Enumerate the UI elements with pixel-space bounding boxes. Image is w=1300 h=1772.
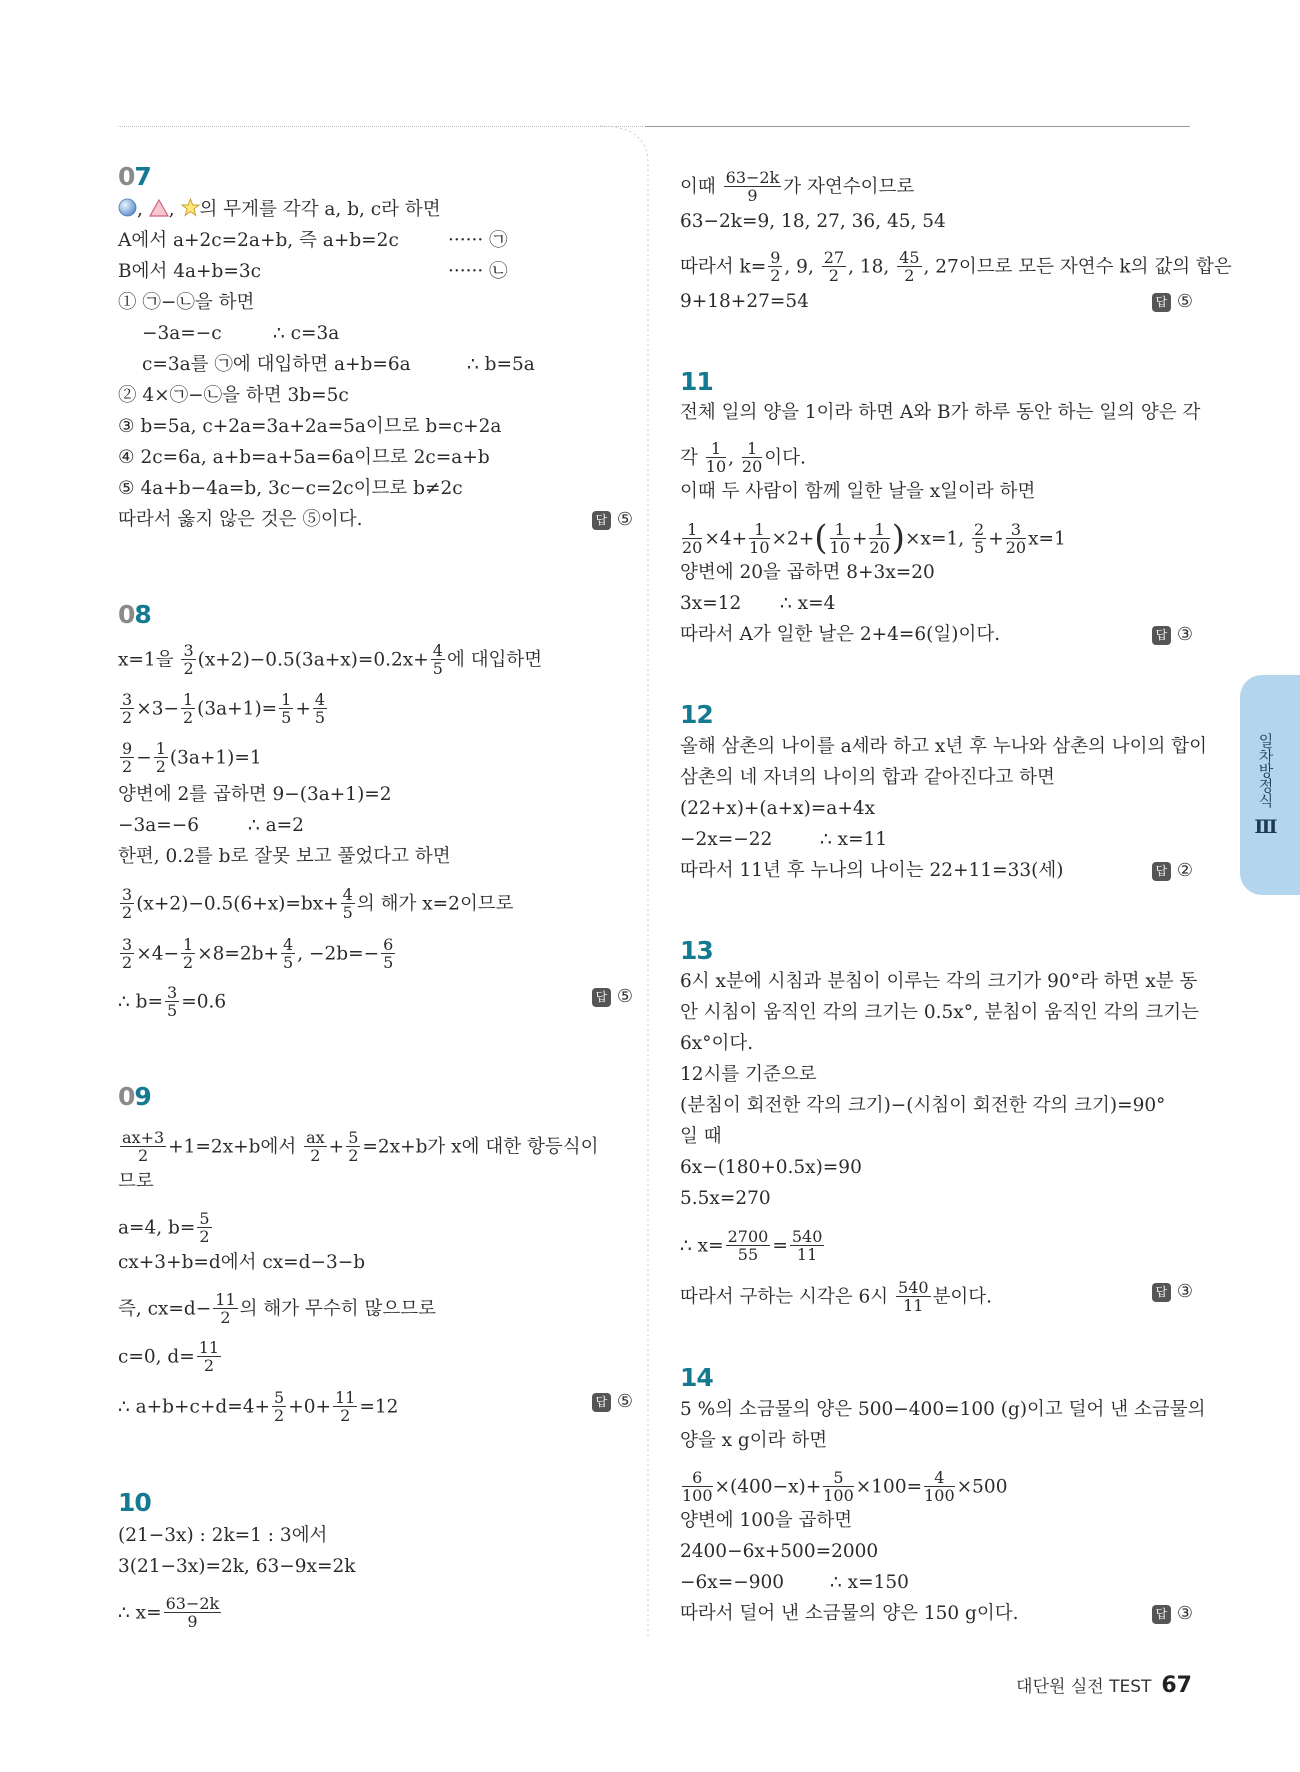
p08-text-8c: , −2b=− <box>297 943 380 965</box>
chapter-numeral: Ⅲ <box>1255 815 1277 838</box>
p13-line-10 <box>680 1278 993 1315</box>
fraction-num: 1 <box>682 521 702 539</box>
fraction <box>742 440 762 475</box>
fraction-num: 2 <box>974 520 985 539</box>
fraction <box>279 691 293 726</box>
p14-answer <box>1152 1602 1193 1626</box>
answer-tag: 답 <box>1152 1605 1171 1624</box>
p10b-text-3c: , 18, <box>848 256 890 278</box>
p10b-text-3a: 따라서 k= <box>680 256 767 278</box>
p08-text-1c: 에 대입하면 <box>446 649 543 671</box>
fraction <box>869 521 889 556</box>
fraction <box>120 691 134 726</box>
p13-text-10a: 따라서 구하는 시각은 6시 <box>680 1286 889 1308</box>
p07-line-9: ④ 2c=6a, a+b=a+5a=6a이므로 2c=a+b <box>118 447 490 468</box>
p08-line-3 <box>118 739 262 776</box>
p08-line-4: 양변에 2를 곱하면 9−(3a+1)=2 <box>118 784 392 805</box>
fraction-den: 2 <box>122 757 133 776</box>
p08-text-3b: (3a+1)=1 <box>169 747 262 769</box>
fraction-num: 1 <box>742 440 762 458</box>
footer-title: 대단원 실전 TEST <box>1016 1677 1152 1697</box>
p10-answer-value: ⑤ <box>1176 291 1193 312</box>
p14-line-5: 2400−6x+500=2000 <box>680 1541 879 1562</box>
p13-line-2: 안 시침이 움직인 각의 크기는 0.5x°, 분침이 움직인 각의 크기는 <box>680 1002 1199 1023</box>
p10-line-2: 3(21−3x)=2k, 63−9x=2k <box>118 1556 356 1577</box>
p10b-text-3d: , 27이므로 모든 자연수 k의 값의 합은 <box>923 256 1232 278</box>
fraction <box>897 249 921 284</box>
fraction-num: 1 <box>869 521 889 539</box>
right-top-rule <box>645 126 1190 127</box>
p10-line-1: (21−3x) : 2k=1 : 3에서 <box>118 1525 328 1546</box>
fraction-num: 6 <box>383 935 394 954</box>
p13-line-1: 6시 x분에 시침과 분침이 이루는 각의 크기가 90°라 하면 x분 동 <box>680 971 1198 992</box>
p08-answer-value: ⑤ <box>616 986 633 1007</box>
fraction-num: 4 <box>924 1469 955 1487</box>
problem-number-11: 11 <box>680 367 713 396</box>
fraction <box>197 1339 221 1374</box>
fraction-num: 11 <box>215 1290 236 1309</box>
p09-answer <box>592 1390 633 1414</box>
p11-line-5: 양변에 20을 곱하면 8+3x=20 <box>680 562 935 583</box>
fraction <box>181 691 195 726</box>
p14-text-6a: −6x=−900 <box>680 1572 785 1593</box>
fraction-den: 2 <box>348 1146 359 1165</box>
fraction-num: 3 <box>183 641 194 660</box>
fraction-num: 3 <box>122 690 133 709</box>
p14-text-3c: ×500 <box>956 1476 1008 1498</box>
fraction <box>333 1389 357 1424</box>
p07-line-7: ② 4×㉠−㉡을 하면 3b=5c <box>118 385 349 406</box>
p13-line-7: 6x−(180+0.5x)=90 <box>680 1157 862 1178</box>
fraction-num: 9 <box>122 739 133 758</box>
fraction <box>822 249 846 284</box>
fraction-num: 3 <box>122 935 133 954</box>
p08-text-9b: =0.6 <box>181 991 227 1013</box>
fraction <box>790 1228 825 1263</box>
fraction <box>823 1469 854 1504</box>
p11-text-2c: 이다. <box>764 447 806 469</box>
p11-answer-value: ③ <box>1176 624 1193 645</box>
p08-line-5 <box>118 814 304 840</box>
fraction-num: 1 <box>281 690 292 709</box>
fraction-den: 2 <box>122 903 133 922</box>
p08-text-7b: 의 해가 x=2이므로 <box>356 893 514 915</box>
fraction-den: 9 <box>747 186 758 205</box>
fraction-den: 55 <box>737 1245 759 1264</box>
fraction-den: 5 <box>283 953 294 972</box>
p10b-line-1 <box>680 168 915 205</box>
problem-number-12: 12 <box>680 700 713 729</box>
fraction-den: 2 <box>137 1146 149 1165</box>
p07-line-2 <box>118 229 508 255</box>
p07-line-10: ⑤ 4a+b−4a=b, 3c−c=2c이므로 b≠2c <box>118 478 463 499</box>
fraction <box>724 169 782 204</box>
fraction <box>972 521 986 556</box>
p09-answer-value: ⑤ <box>616 1391 633 1412</box>
p09-line-5 <box>118 1290 436 1327</box>
p10b-text-1b: 가 자연수이므로 <box>783 176 915 198</box>
p10-text-3a: ∴ x= <box>118 1602 162 1624</box>
p07-mark-1: ······ ㉠ <box>448 230 508 251</box>
fraction <box>726 1228 771 1263</box>
fraction-num: 5 <box>274 1388 285 1407</box>
fraction-num: 5 <box>199 1209 210 1228</box>
answer-tag: 답 <box>1152 1283 1171 1302</box>
p13-line-8: 5.5x=270 <box>680 1188 771 1209</box>
p13-line-9 <box>680 1227 826 1264</box>
fraction <box>706 440 726 475</box>
p09-line-3 <box>118 1209 214 1246</box>
p12-text-4a: −2x=−22 <box>680 829 773 850</box>
fraction-den: 5 <box>342 903 353 922</box>
answer-tag: 답 <box>1152 626 1171 645</box>
p08-text-2c: + <box>295 698 311 720</box>
fraction <box>120 886 134 921</box>
p08-line-7 <box>118 885 514 922</box>
fraction-den: 20 <box>741 457 763 476</box>
fraction-den: 2 <box>904 266 915 285</box>
fraction-num: 540 <box>791 1227 823 1246</box>
p11-text-4b: ×2+ <box>771 528 815 550</box>
p07-text-1: 의 무게를 각각 a, b, c라 하면 <box>199 199 441 220</box>
p11-text-2a: 각 <box>680 447 698 469</box>
column-divider <box>600 124 660 1644</box>
fraction <box>272 1389 286 1424</box>
fraction-num: 4 <box>314 690 326 709</box>
p07-answer-value: ⑤ <box>616 509 633 530</box>
p11-line-6 <box>680 592 836 618</box>
p09-text-3a: a=4, b= <box>118 1217 196 1239</box>
p13-line-3: 6x°이다. <box>680 1033 754 1054</box>
fraction <box>197 1210 211 1245</box>
fraction <box>1006 521 1026 556</box>
fraction <box>304 1129 327 1164</box>
fraction-num: 3 <box>167 983 178 1002</box>
pink-triangle-icon <box>149 199 169 224</box>
answer-tag: 답 <box>1152 862 1171 881</box>
yellow-star-icon <box>181 198 200 224</box>
p08-text-5b: ∴ a=2 <box>248 815 304 836</box>
fraction <box>181 936 195 971</box>
fraction-den: 20 <box>682 538 703 557</box>
p07-line-6 <box>142 353 535 379</box>
fraction <box>768 249 782 284</box>
p09-text-7b: +0+ <box>288 1396 331 1418</box>
p09-line-2: 므로 <box>118 1171 154 1192</box>
fraction-num: 540 <box>898 1278 929 1297</box>
fraction <box>924 1469 955 1504</box>
page-footer <box>1016 1672 1192 1698</box>
p12-answer-value: ② <box>1176 860 1193 881</box>
p13-answer-value: ③ <box>1176 1281 1193 1302</box>
p08-text-2b: (3a+1)= <box>197 698 278 720</box>
p11-text-4a: ×4+ <box>704 528 748 550</box>
chapter-label: 일차방정식 <box>1256 732 1275 808</box>
p08-text-9a: ∴ b= <box>118 991 163 1013</box>
page-number: 67 <box>1161 1673 1192 1698</box>
fraction-num: 4 <box>432 641 443 660</box>
p14-line-2: 양을 x g이라 하면 <box>680 1430 828 1451</box>
fraction-den: 10 <box>705 457 727 476</box>
p07-text-3: B에서 4a+b=3c <box>118 261 261 282</box>
fraction-num: 1 <box>182 690 194 709</box>
p10b-text-1a: 이때 <box>680 176 716 198</box>
p08-line-2 <box>118 690 329 727</box>
fraction-den: 5 <box>432 659 443 678</box>
fraction <box>213 1291 237 1326</box>
p09-text-5a: 즉, cx=d− <box>118 1298 212 1320</box>
fraction-num: 63−2k <box>725 168 780 187</box>
p11-line-3: 이때 두 사람이 함께 일한 날을 x일이라 하면 <box>680 481 1036 502</box>
p12-line-4 <box>680 828 888 854</box>
p14-line-4: 양변에 100을 곱하면 <box>680 1510 853 1531</box>
fraction-den: 20 <box>1005 538 1027 557</box>
fraction-num: 45 <box>899 248 920 267</box>
p09-text-1b: + <box>328 1136 345 1158</box>
p10b-line-3 <box>680 248 1232 285</box>
p10b-line-4: 9+18+27=54 <box>680 291 809 312</box>
p07-answer <box>592 508 633 532</box>
p08-line-9 <box>118 983 227 1020</box>
fraction-den: 5 <box>383 953 394 972</box>
p07-line-3 <box>118 260 508 286</box>
fraction <box>896 1279 931 1314</box>
p07-text-6b: ∴ b=5a <box>467 354 535 375</box>
answer-tag: 답 <box>592 988 611 1007</box>
fraction-num: 1 <box>749 521 769 539</box>
fraction <box>431 642 445 677</box>
fraction-den: 5 <box>314 708 326 727</box>
fraction-num: ax+3 <box>122 1128 165 1147</box>
blue-sphere-icon <box>118 198 137 224</box>
p12-text-4b: ∴ x=11 <box>820 829 888 850</box>
fraction-den: 100 <box>682 1486 713 1505</box>
p08-text-8b: ×8=2b+ <box>197 943 280 965</box>
fraction-den: 2 <box>182 708 194 727</box>
fraction-num: 5 <box>348 1128 359 1147</box>
fraction-den: 2 <box>155 757 166 776</box>
fraction-den: 2 <box>122 953 133 972</box>
p11-line-7: 따라서 A가 일한 날은 2+4=6(일)이다. <box>680 624 1001 645</box>
answer-tag: 답 <box>592 1393 611 1412</box>
fraction-den: 5 <box>974 538 985 557</box>
p12-line-5: 따라서 11년 후 누나의 나이는 22+11=33(세) <box>680 860 1064 881</box>
p14-answer-value: ③ <box>1176 1603 1193 1624</box>
p11-text-4f: x=1 <box>1028 528 1066 550</box>
p07-text-6a: c=3a를 ㉠에 대입하면 a+b=6a <box>142 354 411 375</box>
p07-line-11: 따라서 옳지 않은 것은 ⑤이다. <box>118 509 363 530</box>
p11-text-6a: 3x=12 <box>680 593 742 614</box>
fraction-den: 5 <box>281 708 292 727</box>
p08-text-3a: − <box>136 747 152 769</box>
p13-text-9b: = <box>772 1235 788 1257</box>
fraction-num: 1 <box>830 521 850 539</box>
p11-text-6b: ∴ x=4 <box>780 593 836 614</box>
p13-answer <box>1152 1280 1193 1304</box>
p08-text-1b: (x+2)−0.5(3a+x)=0.2x+ <box>197 649 429 671</box>
p11-text-4e: + <box>988 528 1004 550</box>
fraction <box>341 886 355 921</box>
fraction-num: 63−2k <box>165 1594 220 1613</box>
p11-text-4c: + <box>851 528 868 550</box>
fraction-num: 11 <box>198 1338 220 1357</box>
p12-line-2: 삼촌의 네 자녀의 나이의 합과 같아진다고 하면 <box>680 767 1055 788</box>
p13-text-9a: ∴ x= <box>680 1235 724 1257</box>
p11-line-2 <box>680 439 806 476</box>
fraction-den: 5 <box>167 1001 178 1020</box>
fraction <box>154 740 168 775</box>
p08-text-1a: x=1을 <box>118 649 174 671</box>
fraction-den: 2 <box>203 1356 215 1375</box>
p09-line-4: cx+3+b=d에서 cx=d−3−b <box>118 1252 366 1273</box>
fraction-num: 6 <box>682 1469 713 1487</box>
problem-number-10: 10 <box>118 1488 151 1517</box>
p14-line-6 <box>680 1571 909 1597</box>
p07-text-5b: ∴ c=3a <box>273 323 340 344</box>
fraction-den: 2 <box>274 1406 285 1425</box>
fraction-num: 4 <box>283 935 294 954</box>
fraction-num: 3 <box>1006 521 1026 539</box>
p09-text-1a: +1=2x+b에서 <box>168 1136 297 1158</box>
fraction <box>313 691 327 726</box>
fraction-den: 2 <box>770 266 781 285</box>
p10b-line-2: 63−2k=9, 18, 27, 36, 45, 54 <box>680 211 946 232</box>
fraction-den: 2 <box>310 1146 321 1165</box>
fraction <box>120 740 134 775</box>
fraction-den: 20 <box>869 538 890 557</box>
fraction-den: 2 <box>183 659 194 678</box>
p14-line-1: 5 %의 소금물의 양은 500−400=100 (g)이고 덜어 낸 소금물의 <box>680 1399 1206 1420</box>
fraction-den: 11 <box>903 1296 924 1315</box>
p11-line-1: 전체 일의 양을 1이라 하면 A와 B가 하루 동안 하는 일의 양은 각 <box>680 402 1201 423</box>
problem-number-07: 07 <box>118 162 151 191</box>
fraction-den: 10 <box>829 538 850 557</box>
chapter-side-tab-label <box>1252 685 1280 885</box>
p08-answer <box>592 985 633 1009</box>
fraction <box>181 642 195 677</box>
p14-text-6b: ∴ x=150 <box>830 1572 909 1593</box>
problem-number-13: 13 <box>680 936 713 965</box>
fraction-den: 100 <box>924 1486 955 1505</box>
p09-text-7a: ∴ a+b+c+d=4+ <box>118 1396 271 1418</box>
fraction <box>682 521 702 556</box>
fraction <box>281 936 295 971</box>
p09-line-6 <box>118 1338 223 1375</box>
fraction-den: 9 <box>187 1612 198 1631</box>
fraction-den: 2 <box>220 1308 231 1327</box>
p08-text-8a: ×4− <box>136 943 179 965</box>
fraction-num: 5 <box>823 1469 854 1487</box>
p07-text-2: A에서 a+2c=2a+b, 즉 a+b=2c <box>118 230 399 251</box>
problem-number-08: 08 <box>118 600 151 629</box>
p13-text-10b: 분이다. <box>932 1286 993 1308</box>
p09-line-7 <box>118 1388 399 1425</box>
answer-tag: 답 <box>1152 293 1171 312</box>
p14-text-3b: ×100= <box>855 1476 923 1498</box>
p07-line-5 <box>142 322 340 348</box>
fraction-num: 3 <box>122 885 133 904</box>
p12-answer <box>1152 859 1193 883</box>
left-top-rule <box>118 126 643 127</box>
p08-text-5a: −3a=−6 <box>118 815 200 836</box>
fraction-num: 1 <box>155 739 166 758</box>
fraction <box>749 521 769 556</box>
p09-text-7c: =12 <box>359 1396 399 1418</box>
p11-line-4: $\frac{1}{20}$ ×4+ $\frac{1}{10}$ ×2+( $\frac{1}{10}$ + $\frac{1}{20}$ )×x=1, $\frac{2}{5}$ + $\frac{3}{20}$ x=1 <box>682 517 1066 558</box>
p10-line-3 <box>118 1594 223 1631</box>
fraction-den: 2 <box>828 266 839 285</box>
p11-text-4d: ×x=1, <box>905 528 965 550</box>
p14-text-3a: ×(400−x)+ <box>714 1476 822 1498</box>
fraction-den: 100 <box>823 1486 854 1505</box>
p08-line-8 <box>118 935 397 972</box>
fraction-den: 2 <box>182 953 194 972</box>
p09-text-6a: c=0, d= <box>118 1346 195 1368</box>
p08-line-1 <box>118 641 543 678</box>
problem-number-14: 14 <box>680 1363 713 1392</box>
fraction <box>120 936 134 971</box>
fraction <box>164 1595 222 1630</box>
fraction-num: ax <box>306 1128 325 1147</box>
p13-line-4: 12시를 기준으로 <box>680 1064 817 1085</box>
p11-text-2b: , <box>728 447 735 469</box>
fraction <box>381 936 395 971</box>
problem-number-09: 09 <box>118 1082 151 1111</box>
fraction-num: 4 <box>342 885 353 904</box>
fraction-num: 27 <box>823 248 845 267</box>
p08-text-7a: (x+2)−0.5(6+x)=bx+ <box>136 893 339 915</box>
p14-line-3 <box>680 1468 1008 1505</box>
p08-text-2a: ×3− <box>136 698 179 720</box>
p10-answer <box>1152 290 1193 314</box>
fraction <box>120 1129 166 1164</box>
fraction-den: 10 <box>749 538 770 557</box>
fraction-num: 2700 <box>727 1227 769 1246</box>
p09-text-1c: =2x+b가 x에 대한 항등식이 <box>362 1136 599 1158</box>
fraction-den: 11 <box>796 1245 818 1264</box>
p13-line-6: 일 때 <box>680 1126 722 1147</box>
answer-tag: 답 <box>592 511 611 530</box>
p07-mark-2: ······ ㉡ <box>448 261 508 282</box>
fraction-num: 1 <box>706 440 726 458</box>
p07-text-5a: −3a=−c <box>142 323 222 344</box>
p10b-text-3b: , 9, <box>784 256 814 278</box>
p07-line-4: ① ㉠−㉡을 하면 <box>118 292 255 313</box>
fraction-num: 11 <box>334 1388 356 1407</box>
p11-answer <box>1152 623 1193 647</box>
fraction <box>346 1129 360 1164</box>
p09-text-5b: 의 해가 무수히 많으므로 <box>239 1298 436 1320</box>
p14-line-7: 따라서 덜어 낸 소금물의 양은 150 g이다. <box>680 1603 1019 1624</box>
p12-line-3: (22+x)+(a+x)=a+4x <box>680 798 876 819</box>
p09-line-1 <box>118 1128 599 1165</box>
fraction-den: 2 <box>122 708 133 727</box>
p12-line-1: 올해 삼촌의 나이를 a세라 하고 x년 후 누나와 삼촌의 나이의 합이 <box>680 736 1208 757</box>
p13-line-5: (분침이 회전한 각의 크기)−(시침이 회전한 각의 크기)=90° <box>680 1095 1166 1116</box>
p08-line-6: 한편, 0.2를 b로 잘못 보고 풀었다고 하면 <box>118 846 451 867</box>
fraction <box>165 984 179 1019</box>
p07-line-1: , , 의 무게를 각각 a, b, c라 하면 <box>118 198 441 224</box>
fraction-num: 1 <box>182 935 194 954</box>
fraction-den: 2 <box>340 1406 351 1425</box>
fraction-num: 9 <box>770 248 781 267</box>
p07-line-8: ③ b=5a, c+2a=3a+2a=5a이므로 b=c+2a <box>118 416 502 437</box>
fraction <box>682 1469 713 1504</box>
fraction <box>830 521 850 556</box>
fraction-den: 2 <box>199 1227 210 1246</box>
